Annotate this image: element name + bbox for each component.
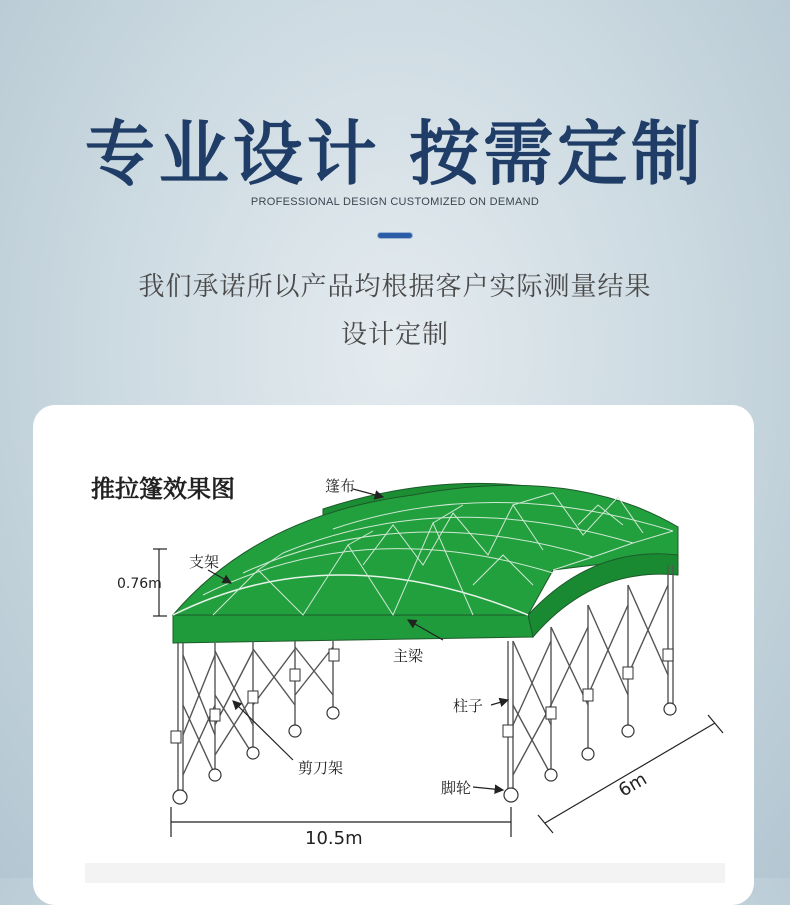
diagram-title: 推拉篷效果图: [91, 475, 235, 503]
title-divider: [378, 233, 412, 238]
label-canopy-cloth: 篷布: [325, 477, 356, 495]
dimension-width: 6m: [615, 768, 651, 802]
dimension-height: 0.76m: [117, 576, 162, 592]
page-title: 专业设计 按需定制: [84, 113, 706, 195]
label-main-beam: 主梁: [393, 647, 424, 665]
description-line-2: 设计定制: [340, 320, 449, 350]
label-pillar: 柱子: [453, 697, 484, 715]
label-caster: 脚轮: [441, 779, 472, 797]
tent-diagram: [33, 405, 754, 878]
diagram-card: [33, 405, 754, 905]
page-subtitle: PROFESSIONAL DESIGN CUSTOMIZED ON DEMAND: [250, 196, 540, 208]
description-line-1: 我们承诺所以产品均根据客户实际测量结果: [138, 272, 652, 302]
dimension-length: 10.5m: [305, 828, 363, 849]
label-bracket: 支架: [189, 553, 220, 571]
label-scissor-frame: 剪刀架: [298, 759, 344, 777]
casters: [173, 703, 676, 804]
